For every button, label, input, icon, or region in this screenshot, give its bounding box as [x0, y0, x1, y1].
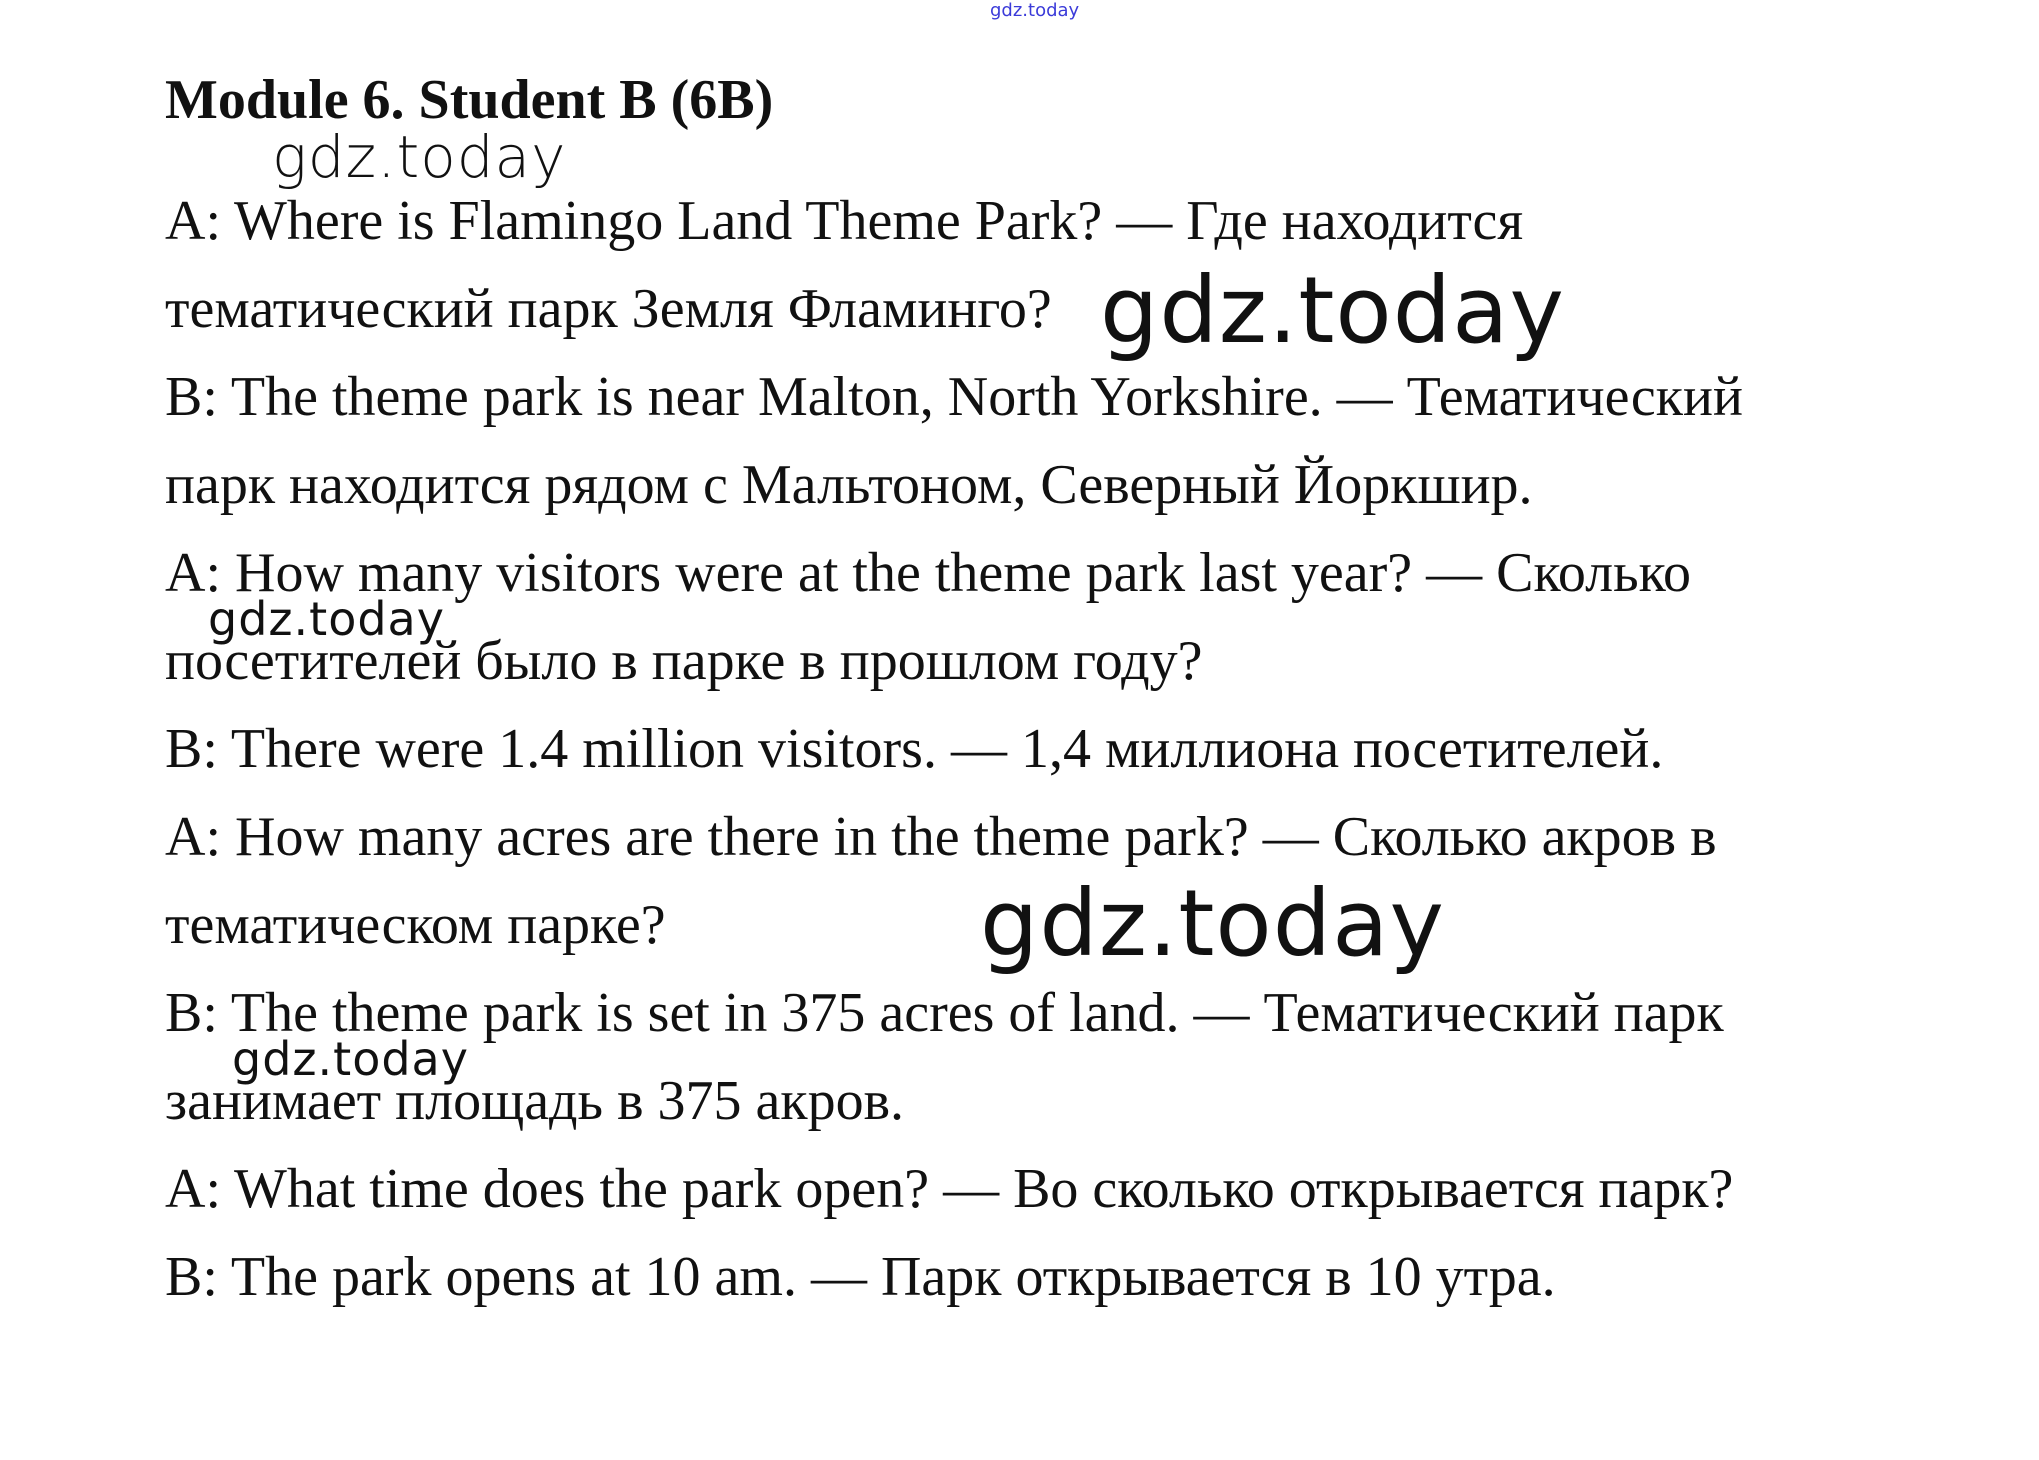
- dialogue-line-1: A: Where is Flamingo Land Theme Park? — Где находится: [165, 190, 1524, 252]
- dialogue-line-8: A: How many acres are there in the theme park? — Сколько акров в: [165, 806, 1717, 868]
- watermark-3: gdz.today: [208, 592, 445, 646]
- dialogue-line-6: посетителей было в парке в прошлом году?: [165, 630, 1203, 692]
- dialogue-line-3: B: The theme park is near Malton, North Yorkshire. — Тематический: [165, 366, 1743, 428]
- dialogue-line-4: парк находится рядом с Мальтоном, Северный Йоркшир.: [165, 454, 1533, 516]
- dialogue-line-10: B: The theme park is set in 375 acres of land. — Тематический парк: [165, 982, 1724, 1044]
- watermark-4: gdz.today: [980, 870, 1445, 977]
- watermark-5: gdz.today: [232, 1032, 469, 1086]
- dialogue-line-5: A: How many visitors were at the theme park last year? — Сколько: [165, 542, 1691, 604]
- dialogue-line-13: B: The park opens at 10 am. — Парк открывается в 10 утра.: [165, 1246, 1556, 1308]
- dialogue-line-12: A: What time does the park open? — Во сколько открывается парк?: [165, 1158, 1734, 1220]
- dialogue-line-11: занимает площадь в 375 акров.: [165, 1070, 905, 1132]
- dialogue-line-7: B: There were 1.4 million visitors. — 1,4 миллиона посетителей.: [165, 718, 1664, 780]
- dialogue-line-2: тематический парк Земля Фламинго?: [165, 278, 1052, 340]
- watermark-1: gdz.today: [272, 123, 567, 191]
- dialogue-line-9: тематическом парке?: [165, 894, 666, 956]
- header-watermark: gdz.today: [990, 0, 1080, 21]
- watermark-2: gdz.today: [1100, 257, 1565, 364]
- page-title: Module 6. Student B (6B): [165, 69, 774, 131]
